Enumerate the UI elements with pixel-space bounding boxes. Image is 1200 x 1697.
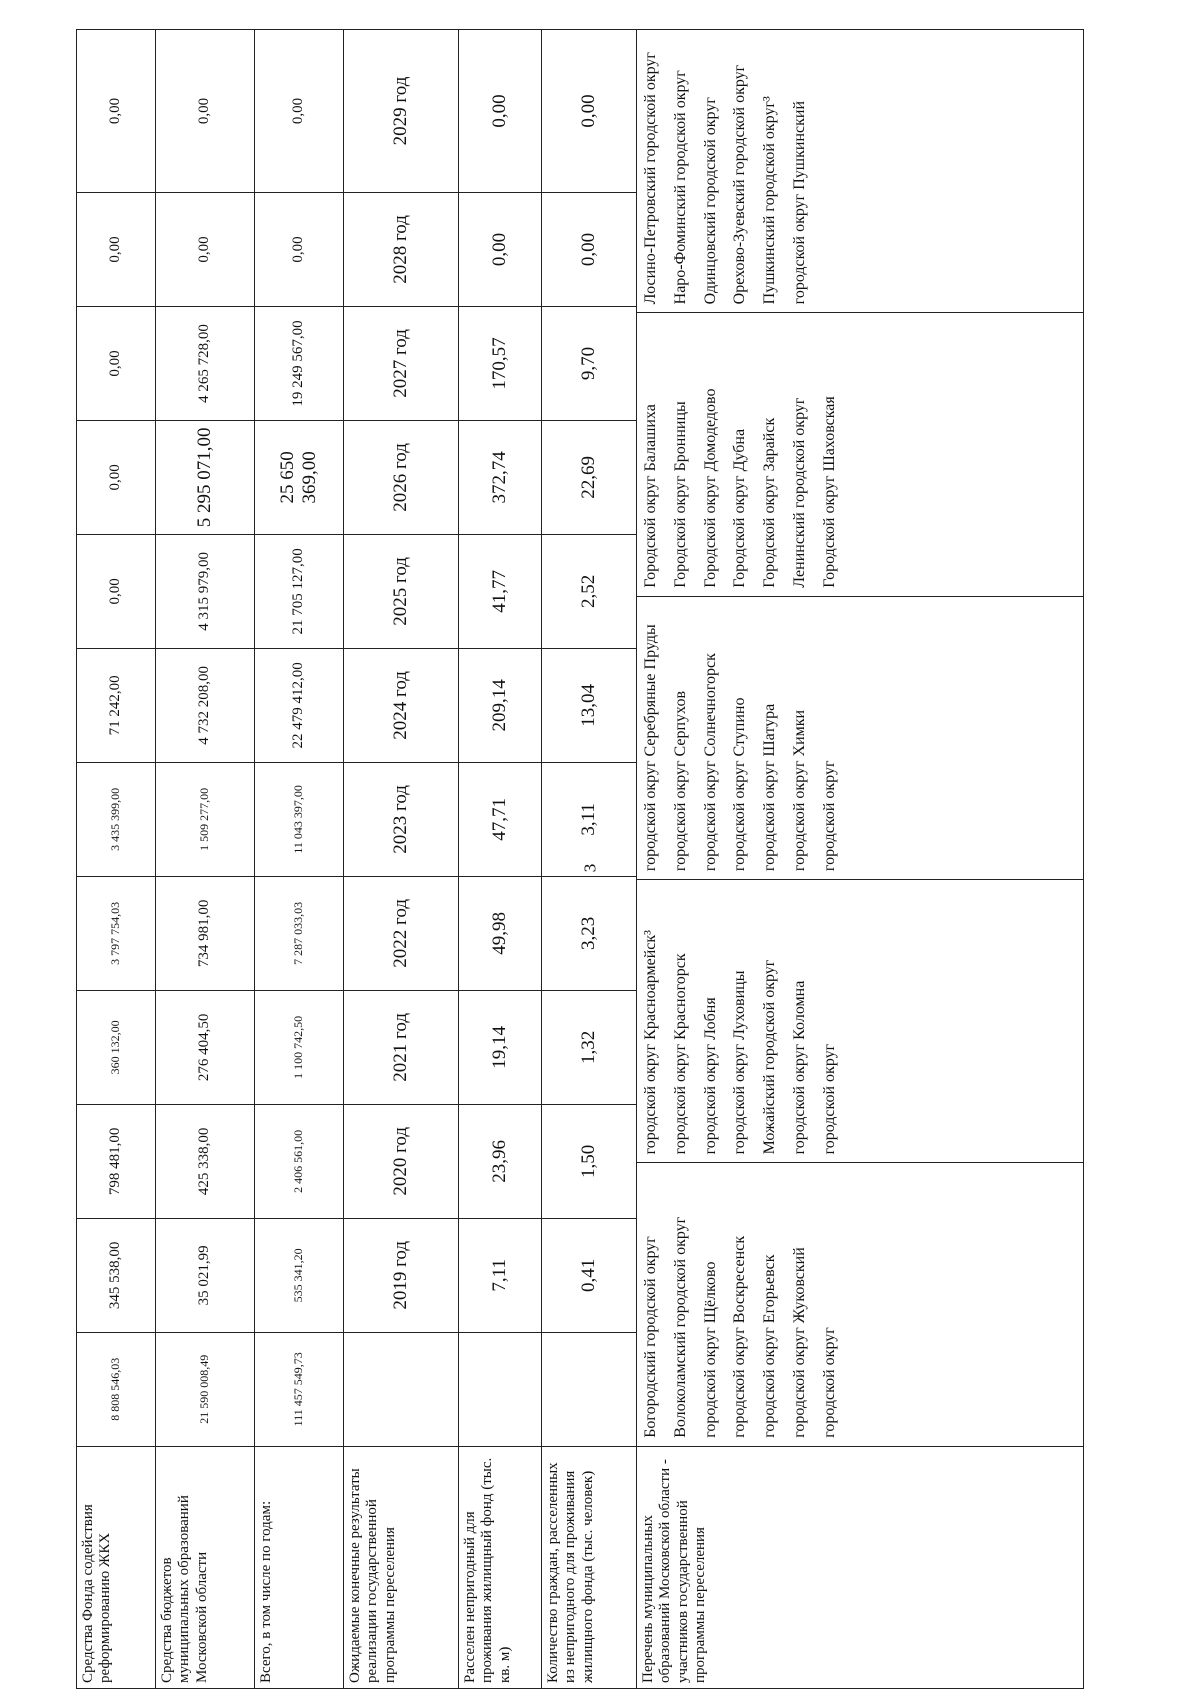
municipality-item: городской округ Химки [790,709,808,872]
municipality-item: Можайский городской округ [761,959,779,1155]
area-cell-1: 7,11 [459,1218,542,1332]
people-cell-2: 1,50 [542,1104,637,1218]
results-cell-11: 2029 год [344,30,459,193]
results-cell-2: 2020 год [344,1104,459,1218]
results-cell-6: 2024 год [344,648,459,762]
people-cell-11: 0,00 [542,30,637,193]
people-cell-3: 1,32 [542,990,637,1104]
total-cell-0: 111 457 549,73 [255,1332,344,1446]
program-table [76,29,1084,1689]
municipality-item: Лосино-Петровский городской округ [642,52,659,305]
municipality-item: городской округ Щёлково [701,1261,719,1438]
municipalities-columns [637,30,1083,1446]
municipality-column [637,312,1083,595]
results-cell-3: 2021 год [344,990,459,1104]
area-cell-10: 0,00 [459,192,542,306]
fund-cell-3: 360 132,00 [77,990,156,1104]
fund-cell-6: 71 242,00 [77,648,156,762]
municipality-item: городской округ Воскресенск [731,1235,749,1438]
fund-cell-4: 3 797 754,03 [77,876,156,990]
municipality-item: городской округ Красногорск [671,953,689,1155]
row-results [344,30,459,1689]
results-label: Ожидаемые конечные результаты реализации государственной программы переселения [344,1446,459,1688]
fund-cell-8: 0,00 [77,420,156,534]
results-cell-5: 2023 год [344,762,459,876]
budget-label: Средства бюджетов муниципальных образований Московской области [156,1446,255,1688]
municipality-item: городской округ Серпухов [671,690,689,872]
municipality-item: городской округ Солнечногорск [701,653,719,872]
budget-cell-6: 4 732 208,00 [156,648,255,762]
row-total [255,30,344,1689]
budget-cell-5: 1 509 277,00 [156,762,255,876]
municipality-item: городской округ Егорьевск [761,1254,779,1438]
municipality-item: Городской округ Шаховская [820,396,838,588]
people-cell-1: 0,41 [542,1218,637,1332]
people-cell-9: 9,70 [542,306,637,420]
municipality-item: Орехово-Зуевский городской округ [731,64,749,305]
municipality-column [637,596,1083,879]
fund-cell-5: 3 435 399,00 [77,762,156,876]
area-label: Расселен непригодный для проживания жилищный фонд (тыс. кв. м) [459,1446,542,1688]
area-cell-3: 19,14 [459,990,542,1104]
municipality-item: Волоколамский городской округ [671,1216,689,1438]
fund-label: Средства Фонда содействия реформированию ЖКХ [77,1446,156,1688]
area-cell-5: 47,71 [459,762,542,876]
municipality-item: Городской округ Бронницы [671,401,689,588]
municipality-item: Ленинский городской округ [790,397,808,588]
municipality-item: городской округ [820,760,838,872]
total-cell-3: 1 100 742,50 [255,990,344,1104]
fund-cell-2: 798 481,00 [77,1104,156,1218]
municipality-item: городской округ Серебряные Пруды [642,624,659,872]
municipality-item: городской округ [820,1043,838,1155]
row-budget [156,30,255,1689]
municipality-item: городской округ Пушкинский [790,100,808,305]
people-cell-10: 0,00 [542,192,637,306]
municipality-item: Богородский городской округ [642,1236,659,1438]
municipality-column [637,1162,1083,1445]
municipality-item: городской округ Шатура [761,703,779,872]
page-number: 3 [580,863,600,873]
area-cell-6: 209,14 [459,648,542,762]
area-cell-11: 0,00 [459,30,542,193]
results-cell-1: 2019 год [344,1218,459,1332]
municipality-item: Наро-Фоминский городской округ [671,70,689,305]
row-area [459,30,542,1689]
budget-cell-4: 734 981,00 [156,876,255,990]
budget-cell-11: 0,00 [156,30,255,193]
municipality-column [637,879,1083,1162]
municipality-item: городской округ Луховицы [731,970,749,1155]
results-cell-9: 2027 год [344,306,459,420]
municipality-item: городской округ Ступино [731,697,749,872]
municipalities-label: Перечень муниципальных образований Московской области - участников государственной программы переселения [637,1446,1084,1688]
people-cell-8: 22,69 [542,420,637,534]
municipality-item: Городской округ Балашиха [642,404,659,588]
municipality-item: Городской округ Дубна [731,428,749,588]
total-cell-11: 0,00 [255,30,344,193]
area-cell-8: 372,74 [459,420,542,534]
row-municipalities [637,30,1084,1689]
budget-cell-8: 5 295 071,00 [156,420,255,534]
people-cell-6: 13,04 [542,648,637,762]
people-cell-0 [542,1332,637,1446]
row-people [542,30,637,1689]
row-fund [77,30,156,1689]
results-cell-8: 2026 год [344,420,459,534]
total-cell-5: 11 043 397,00 [255,762,344,876]
budget-cell-9: 4 265 728,00 [156,306,255,420]
budget-cell-2: 425 338,00 [156,1104,255,1218]
results-cell-4: 2022 год [344,876,459,990]
people-cell-5: 3,11 [542,762,637,876]
budget-cell-1: 35 021,99 [156,1218,255,1332]
fund-cell-9: 0,00 [77,306,156,420]
municipality-item: городской округ Лобня [701,997,719,1155]
area-cell-0 [459,1332,542,1446]
fund-cell-7: 0,00 [77,534,156,648]
budget-cell-7: 4 315 979,00 [156,534,255,648]
fund-cell-11: 0,00 [77,30,156,193]
results-cell-7: 2025 год [344,534,459,648]
fund-cell-10: 0,00 [77,192,156,306]
municipality-column [637,30,1083,312]
results-cell-10: 2028 год [344,192,459,306]
total-cell-7: 21 705 127,00 [255,534,344,648]
total-cell-10: 0,00 [255,192,344,306]
municipality-item: городской округ Жуковский [790,1247,808,1438]
municipalities-list [637,30,1084,1447]
municipality-item: городской округ Красноармейск³ [642,930,659,1155]
total-cell-8: 25 650 369,00 [255,420,344,534]
people-cell-7: 2,52 [542,534,637,648]
fund-cell-1: 345 538,00 [77,1218,156,1332]
area-cell-2: 23,96 [459,1104,542,1218]
municipality-item: Городской округ Домодедово [701,388,719,588]
total-cell-1: 535 341,20 [255,1218,344,1332]
municipality-item: Городской округ Зарайск [761,417,779,588]
total-cell-9: 19 249 567,00 [255,306,344,420]
total-label: Всего, в том числе по годам: [255,1446,344,1688]
people-cell-4: 3,23 [542,876,637,990]
budget-cell-10: 0,00 [156,192,255,306]
total-cell-4: 7 287 033,03 [255,876,344,990]
budget-cell-3: 276 404,50 [156,990,255,1104]
area-cell-4: 49,98 [459,876,542,990]
budget-cell-0: 21 590 008,49 [156,1332,255,1446]
municipality-item: городской округ Коломна [790,980,808,1155]
results-cell-0 [344,1332,459,1446]
people-label: Количество граждан, расселенных из непригодного для проживания жилищного фонда (тыс. человек) [542,1446,637,1688]
fund-cell-0: 8 808 546,03 [77,1332,156,1446]
municipality-item: Одинцовский городской округ [701,97,719,305]
area-cell-7: 41,77 [459,534,542,648]
area-cell-9: 170,57 [459,306,542,420]
municipality-item: Пушкинский городской округ³ [761,96,779,305]
municipality-item: городской округ [820,1327,838,1438]
total-cell-6: 22 479 412,00 [255,648,344,762]
total-cell-2: 2 406 561,00 [255,1104,344,1218]
